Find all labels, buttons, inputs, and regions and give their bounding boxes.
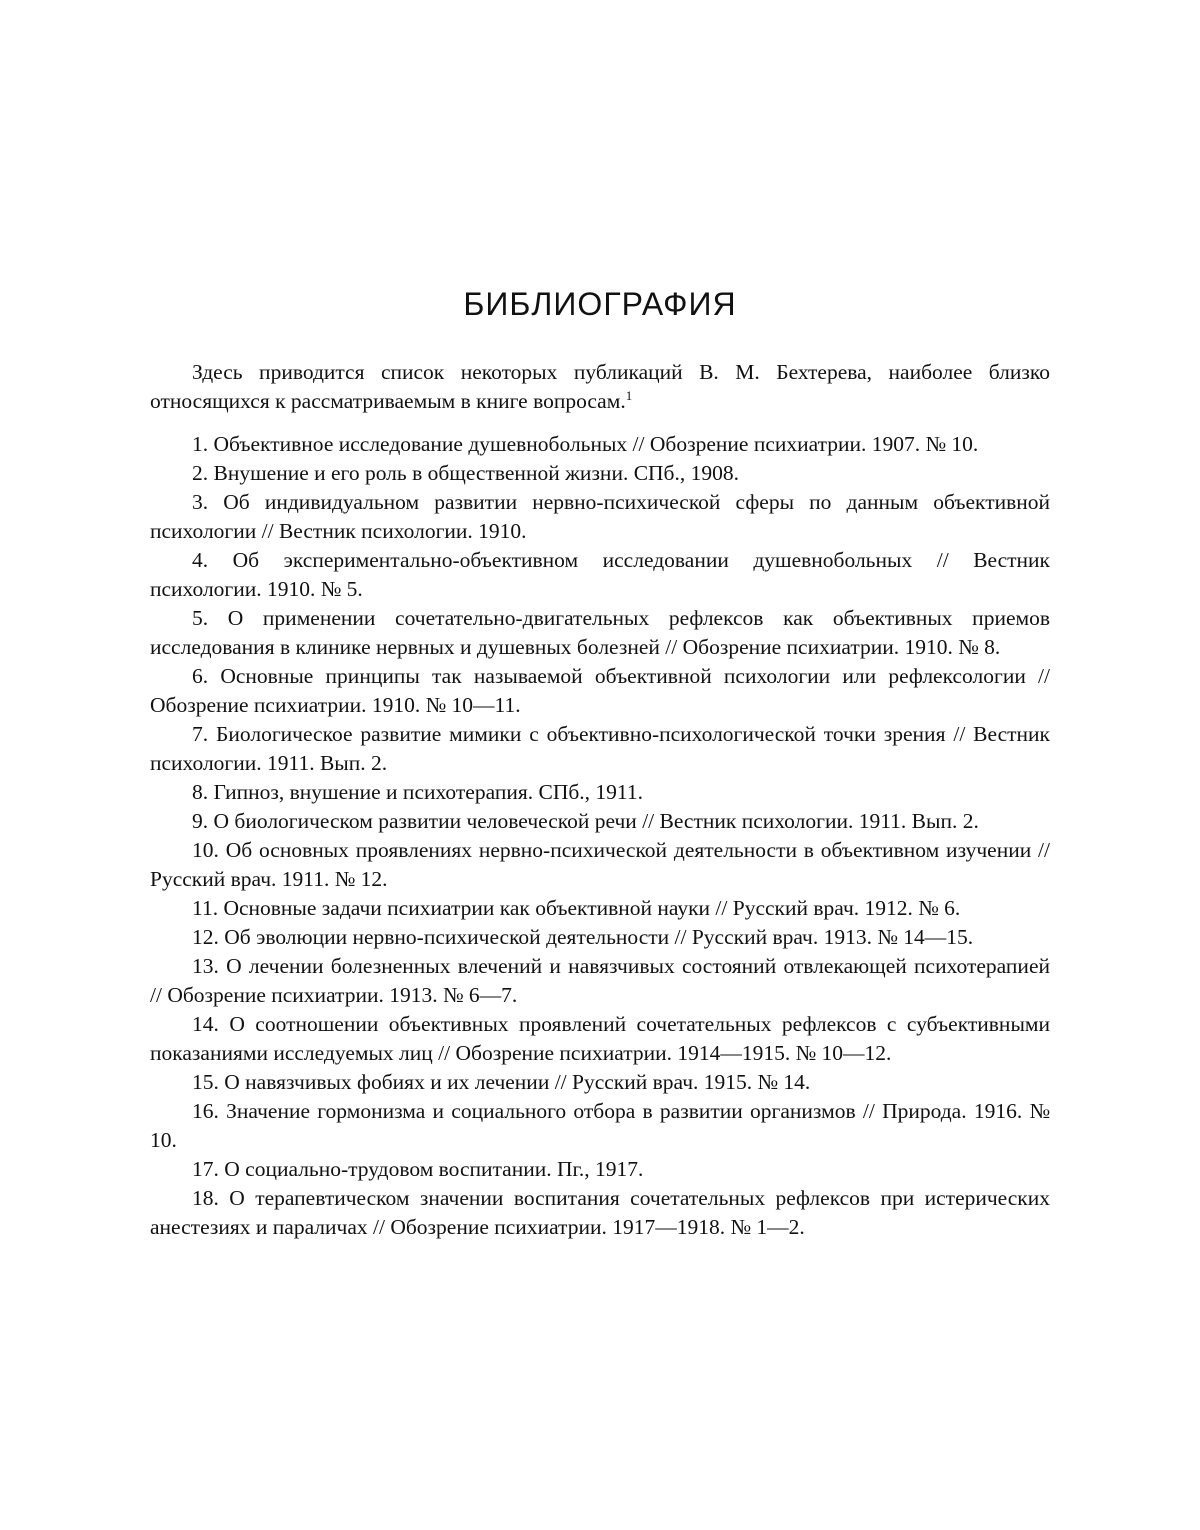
entry-number: 10. bbox=[192, 838, 219, 862]
entry-number: 5. bbox=[192, 606, 209, 630]
entry-number: 18. bbox=[192, 1186, 219, 1210]
bibliography-entry bbox=[150, 1010, 1050, 1068]
intro-paragraph bbox=[150, 358, 1050, 416]
entry-text: Внушение и его роль в общественной жизни. СПб., 1908. bbox=[213, 461, 740, 485]
entry-number: 9. bbox=[192, 809, 209, 833]
entry-text: Основные принципы так называемой объективной психологии или рефлексологии // Обозрение психиатрии. 1910. № 10—11. bbox=[150, 664, 1051, 717]
entry-number: 16. bbox=[192, 1099, 219, 1123]
bibliography-entry bbox=[150, 459, 1050, 488]
intro-text: Здесь приводится список некоторых публикаций В. М. Бехтерева, наиболее близко относящихся к рассматриваемым в книге вопросам. bbox=[150, 360, 1050, 413]
entry-number: 17. bbox=[192, 1157, 219, 1181]
entry-number: 12. bbox=[192, 925, 219, 949]
bibliography-entry bbox=[150, 662, 1050, 720]
entry-number: 2. bbox=[192, 461, 209, 485]
entry-text: Гипноз, внушение и психотерапия. СПб., 1911. bbox=[213, 780, 643, 804]
bibliography-entry bbox=[150, 720, 1050, 778]
entry-number: 4. bbox=[192, 548, 209, 572]
entry-text: Биологическое развитие мимики с объективно-психологической точки зрения // Вестник психологии. 1911. Вып. 2. bbox=[150, 722, 1050, 775]
entry-text: Об экспериментально-объективном исследовании душевнобольных // Вестник психологии. 1910. № 5. bbox=[150, 548, 1051, 601]
document-page bbox=[150, 0, 1050, 1530]
entry-text: О лечении болезненных влечений и навязчивых состояний отвлекающей психотерапией // Обозрение психиатрии. 1913. № 6—7. bbox=[150, 954, 1050, 1007]
bibliography-entry bbox=[150, 1155, 1050, 1184]
entry-text: Объективное исследование душевнобольных // Обозрение психиатрии. 1907. № 10. bbox=[213, 432, 979, 456]
entry-number: 8. bbox=[192, 780, 209, 804]
entry-text: Об эволюции нервно-психической деятельности // Русский врач. 1913. № 14—15. bbox=[224, 925, 974, 949]
entry-text: Об индивидуальном развитии нервно-психической сферы по данным объективной психологии // Вестник психологии. 1910. bbox=[150, 490, 1051, 543]
bibliography-entry bbox=[150, 488, 1050, 546]
bibliography-content bbox=[150, 358, 1050, 1242]
entry-text: О соотношении объективных проявлений сочетательных рефлексов с субъективными показаниями исследуемых лиц // Обозрение психиатрии. 1914—1915. № 10—12. bbox=[150, 1012, 1050, 1065]
entry-text: О социально-трудовом воспитании. Пг., 1917. bbox=[224, 1157, 644, 1181]
bibliography-entry bbox=[150, 923, 1050, 952]
bibliography-entry bbox=[150, 1068, 1050, 1097]
entry-number: 6. bbox=[192, 664, 209, 688]
entry-number: 3. bbox=[192, 490, 209, 514]
footnote-mark: 1 bbox=[625, 387, 633, 403]
entry-text: О навязчивых фобиях и их лечении // Русский врач. 1915. № 14. bbox=[224, 1070, 811, 1094]
bibliography-entry bbox=[150, 836, 1050, 894]
entry-number: 1. bbox=[192, 432, 209, 456]
bibliography-entry bbox=[150, 894, 1050, 923]
entry-text: Об основных проявлениях нервно-психической деятельности в объективном изучении // Русский врач. 1911. № 12. bbox=[150, 838, 1050, 891]
bibliography-entry bbox=[150, 952, 1050, 1010]
entry-number: 14. bbox=[192, 1012, 219, 1036]
bibliography-entry bbox=[150, 778, 1050, 807]
entry-number: 11. bbox=[192, 896, 219, 920]
bibliography-entry bbox=[150, 546, 1050, 604]
entry-number: 7. bbox=[192, 722, 209, 746]
entry-text: О применении сочетательно-двигательных рефлексов как объективных приемов исследования в клинике нервных и душевных болезней // Обозрение психиатрии. 1910. № 8. bbox=[150, 606, 1050, 659]
entry-text: Основные задачи психиатрии как объективной науки // Русский врач. 1912. № 6. bbox=[223, 896, 961, 920]
bibliography-entry bbox=[150, 1097, 1050, 1155]
entry-text: О биологическом развитии человеческой речи // Вестник психологии. 1911. Вып. 2. bbox=[213, 809, 979, 833]
bibliography-entry bbox=[150, 807, 1050, 836]
page-title: БИБЛИОГРАФИЯ bbox=[463, 286, 737, 322]
bibliography-entry bbox=[150, 1184, 1050, 1242]
bibliography-entry bbox=[150, 604, 1050, 662]
entry-number: 13. bbox=[192, 954, 219, 978]
entry-text: Значение гормонизма и социального отбора в развитии организмов // Природа. 1916. № 10. bbox=[150, 1099, 1050, 1152]
bibliography-list bbox=[150, 430, 1050, 1242]
bibliography-entry bbox=[150, 430, 1050, 459]
entry-text: О терапевтическом значении воспитания сочетательных рефлексов при истерических анестезиях и параличах // Обозрение психиатрии. 1917—1918. № 1—2. bbox=[150, 1186, 1050, 1239]
entry-number: 15. bbox=[192, 1070, 219, 1094]
